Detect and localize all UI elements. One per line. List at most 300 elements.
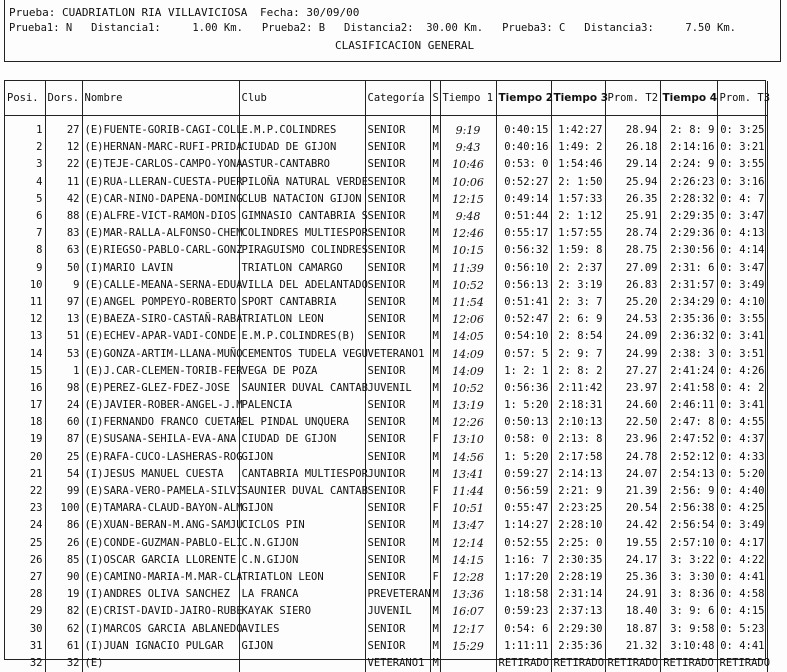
cell-nombre: (E)PEREZ-GLEZ-FDEZ-JOSE	[82, 380, 239, 397]
cell-sexo: F	[430, 431, 440, 448]
table-row	[5, 535, 767, 552]
cell-dors: 63	[45, 242, 82, 259]
col-tiempo1: Tiempo 1	[440, 81, 496, 116]
cell-tiempo2: 0:55:47	[496, 500, 551, 517]
cell-prom-t2: 27.09	[605, 260, 660, 277]
cell-prom-t3: 0: 4:58	[717, 586, 767, 603]
cell-posi: 19	[5, 431, 45, 448]
cell-dors: 42	[45, 191, 82, 208]
cell-posi: 4	[5, 174, 45, 191]
table-row	[5, 397, 767, 414]
cell-prom-t3: 0: 4:26	[717, 363, 767, 380]
table-row	[5, 569, 767, 586]
cell-tiempo4: 2:38: 3	[660, 345, 717, 362]
cell-posi: 30	[5, 620, 45, 637]
cell-tiempo1: 14:56	[440, 449, 496, 466]
cell-dors: 61	[45, 638, 82, 655]
cell-sexo: M	[430, 260, 440, 277]
cell-club: ASTUR-CANTABRO	[239, 156, 365, 173]
cell-nombre: (E)RUA-LLERAN-CUESTA-PUER	[82, 174, 239, 191]
table-row	[5, 500, 767, 517]
table-row	[5, 345, 767, 362]
cell-tiempo3: 2:10:13	[551, 414, 605, 431]
cell-tiempo4: 2:34:29	[660, 294, 717, 311]
cell-prom-t3: 0: 3:47	[717, 208, 767, 225]
cell-posi: 25	[5, 535, 45, 552]
table-header-row	[5, 81, 767, 116]
cell-posi: 10	[5, 277, 45, 294]
cell-club: SAUNIER DUVAL CANTAB	[239, 483, 365, 500]
table-row	[5, 122, 767, 139]
cell-sexo: M	[430, 328, 440, 345]
cell-prom-t3: 0: 4:15	[717, 603, 767, 620]
cell-nombre: (E)TAMARA-CLAUD-BAYON-ALM	[82, 500, 239, 517]
cell-posi: 2	[5, 139, 45, 156]
cell-tiempo3: 2: 3: 7	[551, 294, 605, 311]
cell-tiempo3: 2:37:13	[551, 603, 605, 620]
cell-dors: 87	[45, 431, 82, 448]
cell-tiempo3: 2: 1:12	[551, 208, 605, 225]
cell-nombre: (E)	[82, 655, 239, 672]
cell-sexo: M	[430, 517, 440, 534]
cell-nombre: (I)MARCOS GARCIA ABLANEDO	[82, 620, 239, 637]
cell-categoria: SENIOR	[365, 535, 430, 552]
cell-tiempo4: 2:57:10	[660, 535, 717, 552]
report-header	[4, 0, 781, 62]
cell-nombre: (E)RIEGSO-PABLO-CARL-GONZ	[82, 242, 239, 259]
cell-posi: 15	[5, 363, 45, 380]
cell-sexo: M	[430, 449, 440, 466]
cell-prom-t3: 0: 4:14	[717, 242, 767, 259]
cell-tiempo4: 2:28:32	[660, 191, 717, 208]
cell-sexo: M	[430, 535, 440, 552]
cell-dors: 60	[45, 414, 82, 431]
cell-posi: 17	[5, 397, 45, 414]
cell-tiempo2: 1:18:58	[496, 586, 551, 603]
cell-posi: 8	[5, 242, 45, 259]
cell-posi: 12	[5, 311, 45, 328]
cell-nombre: (E)ECHEV-APAR-VADI-CONDE	[82, 328, 239, 345]
cell-sexo: M	[430, 225, 440, 242]
cell-tiempo1: 10:51	[440, 500, 496, 517]
cell-dors: 62	[45, 620, 82, 637]
cell-prom-t3: 0: 4: 7	[717, 191, 767, 208]
cell-club: PIRAGUISMO COLINDRES	[239, 242, 365, 259]
cell-tiempo2: 0:52:55	[496, 535, 551, 552]
col-nombre: Nombre	[82, 81, 239, 116]
col-tiempo3: Tiempo 3	[551, 81, 605, 116]
cell-prom-t2: 28.94	[605, 122, 660, 139]
table-row	[5, 638, 767, 655]
table-row	[5, 363, 767, 380]
cell-club: PALENCIA	[239, 397, 365, 414]
cell-tiempo2: 0:54:10	[496, 328, 551, 345]
cell-prom-t2: 29.14	[605, 156, 660, 173]
table-row	[5, 156, 767, 173]
cell-tiempo2: 1: 2: 1	[496, 363, 551, 380]
cell-sexo: M	[430, 139, 440, 156]
cell-sexo: M	[430, 363, 440, 380]
cell-club: EL PINDAL UNQUERA	[239, 414, 365, 431]
cell-prom-t3: 0: 5:23	[717, 620, 767, 637]
cell-nombre: (E)ALFRE-VICT-RAMON-DIOS	[82, 208, 239, 225]
cell-tiempo4: 2:31:57	[660, 277, 717, 294]
col-prom-t2: Prom. T2	[605, 81, 660, 116]
cell-tiempo1: 14:05	[440, 328, 496, 345]
cell-prom-t3: 0: 4:41	[717, 569, 767, 586]
table-row	[5, 208, 767, 225]
cell-tiempo4: 3:10:48	[660, 638, 717, 655]
cell-tiempo1: 13:36	[440, 586, 496, 603]
cell-categoria: SENIOR	[365, 242, 430, 259]
cell-prom-t2: 24.17	[605, 552, 660, 569]
cell-prom-t3: 0: 3:55	[717, 156, 767, 173]
cell-tiempo4: 2:29:35	[660, 208, 717, 225]
cell-dors: 9	[45, 277, 82, 294]
cell-categoria: JUVENIL	[365, 380, 430, 397]
cell-posi: 31	[5, 638, 45, 655]
cell-prom-t2: 27.27	[605, 363, 660, 380]
cell-club: KAYAK SIERO	[239, 603, 365, 620]
cell-categoria: SENIOR	[365, 191, 430, 208]
cell-sexo: M	[430, 414, 440, 431]
cell-dors: 83	[45, 225, 82, 242]
cell-club: LA FRANCA	[239, 586, 365, 603]
col-tiempo4: Tiempo 4	[660, 81, 717, 116]
table-row	[5, 620, 767, 637]
cell-tiempo1: 12:14	[440, 535, 496, 552]
cell-posi: 21	[5, 466, 45, 483]
cell-nombre: (E)CALLE-MEANA-SERNA-EDUA	[82, 277, 239, 294]
cell-club: GIMNASIO CANTABRIA S	[239, 208, 365, 225]
cell-dors: 32	[45, 655, 82, 672]
cell-tiempo1: 12:06	[440, 311, 496, 328]
cell-nombre: (E)J.CAR-CLEMEN-TORIB-FER	[82, 363, 239, 380]
cell-tiempo4: 2:30:56	[660, 242, 717, 259]
cell-prom-t3: 0: 4:10	[717, 294, 767, 311]
cell-categoria: SENIOR	[365, 363, 430, 380]
cell-tiempo1: 12:15	[440, 191, 496, 208]
cell-tiempo2: 0:52:47	[496, 311, 551, 328]
cell-tiempo4: 2:52:12	[660, 449, 717, 466]
cell-prom-t2: 24.78	[605, 449, 660, 466]
cell-tiempo3: 2: 6: 9	[551, 311, 605, 328]
cell-dors: 13	[45, 311, 82, 328]
cell-tiempo3: 2: 9: 7	[551, 345, 605, 362]
col-sexo: S	[430, 81, 440, 116]
cell-prom-t3: 0: 3:49	[717, 277, 767, 294]
cell-nombre: (I)ANDRES OLIVA SANCHEZ	[82, 586, 239, 603]
cell-categoria: VETERANO1	[365, 345, 430, 362]
cell-tiempo1: 10:06	[440, 174, 496, 191]
cell-nombre: (E)BAEZA-SIRO-CASTAÑ-RABA	[82, 311, 239, 328]
cell-tiempo1: 16:07	[440, 603, 496, 620]
cell-prom-t3: 0: 5:20	[717, 466, 767, 483]
cell-posi: 20	[5, 449, 45, 466]
cell-nombre: (E)GONZA-ARTIM-LLANA-MUÑO	[82, 345, 239, 362]
cell-tiempo4: 2:14:16	[660, 139, 717, 156]
cell-club: TRIATLON LEON	[239, 569, 365, 586]
cell-categoria: SENIOR	[365, 500, 430, 517]
cell-club: VEGA DE POZA	[239, 363, 365, 380]
cell-prom-t2: RETIRADO	[605, 655, 660, 672]
results-table-frame	[4, 80, 771, 669]
cell-prom-t2: 25.36	[605, 569, 660, 586]
cell-tiempo2: 0:51:44	[496, 208, 551, 225]
cell-sexo: M	[430, 620, 440, 637]
cell-tiempo1: 14:15	[440, 552, 496, 569]
event-date: Fecha: 30/09/00	[260, 6, 360, 19]
cell-tiempo2: 0:58: 0	[496, 431, 551, 448]
table-row	[5, 655, 767, 672]
cell-tiempo2: 1:11:11	[496, 638, 551, 655]
cell-posi: 29	[5, 603, 45, 620]
cell-prom-t2: 24.09	[605, 328, 660, 345]
cell-categoria: SENIOR	[365, 122, 430, 139]
cell-categoria: SENIOR	[365, 431, 430, 448]
cell-sexo: M	[430, 466, 440, 483]
cell-nombre: (E)SARA-VERO-PAMELA-SILVI	[82, 483, 239, 500]
cell-sexo: M	[430, 191, 440, 208]
col-categoria: Categoría	[365, 81, 430, 116]
cell-tiempo3: 1:57:55	[551, 225, 605, 242]
cell-sexo: M	[430, 311, 440, 328]
distances-line: Prueba1: N Distancia1: 1.00 Km. Prueba2: B Distancia2: 30.00 Km. Prueba3: C Distancia3: 7.50 Km.	[9, 22, 736, 34]
table-row	[5, 311, 767, 328]
cell-club: PILOÑA NATURAL VERDE	[239, 174, 365, 191]
cell-sexo: M	[430, 397, 440, 414]
cell-tiempo4: 2:47:52	[660, 431, 717, 448]
table-row	[5, 242, 767, 259]
cell-club	[239, 655, 365, 672]
cell-tiempo4: 2:56: 9	[660, 483, 717, 500]
cell-posi: 18	[5, 414, 45, 431]
cell-tiempo2: 1: 5:20	[496, 397, 551, 414]
cell-posi: 3	[5, 156, 45, 173]
cell-tiempo1: 13:41	[440, 466, 496, 483]
cell-tiempo2: 0:50:13	[496, 414, 551, 431]
cell-prom-t3: 0: 4:40	[717, 483, 767, 500]
cell-posi: 9	[5, 260, 45, 277]
cell-nombre: (E)CAMINO-MARIA-M.MAR-CLA	[82, 569, 239, 586]
cell-tiempo4: 2:26:23	[660, 174, 717, 191]
cell-nombre: (E)FUENTE-GORIB-CAGI-COLL	[82, 122, 239, 139]
cell-categoria: SENIOR	[365, 414, 430, 431]
cell-tiempo4: 2:56:38	[660, 500, 717, 517]
cell-tiempo2: 1:14:27	[496, 517, 551, 534]
cell-dors: 11	[45, 174, 82, 191]
table-row	[5, 260, 767, 277]
cell-dors: 1	[45, 363, 82, 380]
event-name: Prueba: CUADRIATLON RIA VILLAVICIOSA	[9, 6, 248, 19]
col-posi: Posi.	[5, 81, 45, 116]
cell-tiempo2: 0:53: 0	[496, 156, 551, 173]
cell-club: CICLOS PIN	[239, 517, 365, 534]
cell-club: TRIATLON CAMARGO	[239, 260, 365, 277]
cell-tiempo4: 2:41:24	[660, 363, 717, 380]
table-row	[5, 174, 767, 191]
cell-tiempo3: 1:49: 2	[551, 139, 605, 156]
cell-tiempo4: 2:47: 8	[660, 414, 717, 431]
cell-tiempo4: 3: 8:36	[660, 586, 717, 603]
cell-nombre: (E)XUAN-BERAN-M.ANG-SAMJU	[82, 517, 239, 534]
cell-club: E.M.P.COLINDRES(B)	[239, 328, 365, 345]
cell-sexo: F	[430, 569, 440, 586]
cell-categoria: SENIOR	[365, 174, 430, 191]
cell-tiempo2: 1: 5:20	[496, 449, 551, 466]
table-row	[5, 414, 767, 431]
cell-dors: 54	[45, 466, 82, 483]
col-club: Club	[239, 81, 365, 116]
cell-club: AVILES	[239, 620, 365, 637]
cell-dors: 25	[45, 449, 82, 466]
cell-dors: 85	[45, 552, 82, 569]
cell-sexo: M	[430, 208, 440, 225]
cell-tiempo4: 2: 8: 9	[660, 122, 717, 139]
cell-tiempo4: 3: 3:30	[660, 569, 717, 586]
cell-posi: 24	[5, 517, 45, 534]
cell-club: VILLA DEL ADELANTADO	[239, 277, 365, 294]
cell-prom-t2: 23.96	[605, 431, 660, 448]
cell-prom-t2: 25.94	[605, 174, 660, 191]
cell-prom-t3: 0: 4:55	[717, 414, 767, 431]
cell-categoria: SENIOR	[365, 294, 430, 311]
cell-posi: 27	[5, 569, 45, 586]
cell-tiempo3: 1:42:27	[551, 122, 605, 139]
cell-tiempo1: 10:52	[440, 380, 496, 397]
cell-prom-t2: 24.99	[605, 345, 660, 362]
cell-tiempo2: 1:17:20	[496, 569, 551, 586]
cell-tiempo2: 0:57: 5	[496, 345, 551, 362]
cell-prom-t3: 0: 4: 2	[717, 380, 767, 397]
cell-tiempo2: 0:59:23	[496, 603, 551, 620]
cell-tiempo3: 2:28:19	[551, 569, 605, 586]
table-row	[5, 294, 767, 311]
cell-posi: 16	[5, 380, 45, 397]
cell-tiempo4: 3: 3:22	[660, 552, 717, 569]
cell-prom-t2: 22.50	[605, 414, 660, 431]
cell-dors: 19	[45, 586, 82, 603]
cell-tiempo3: 2:29:30	[551, 620, 605, 637]
cell-club: CEMENTOS TUDELA VEGU	[239, 345, 365, 362]
cell-tiempo2: 0:56:13	[496, 277, 551, 294]
cell-club: SAUNIER DUVAL CANTAB	[239, 380, 365, 397]
cell-prom-t3: 0: 3:21	[717, 139, 767, 156]
cell-categoria: SENIOR	[365, 277, 430, 294]
cell-sexo: M	[430, 122, 440, 139]
cell-prom-t2: 25.91	[605, 208, 660, 225]
cell-categoria: JUNIOR	[365, 466, 430, 483]
cell-tiempo3: 2:35:36	[551, 638, 605, 655]
cell-club: TRIATLON LEON	[239, 311, 365, 328]
cell-nombre: (I)MARIO LAVIN	[82, 260, 239, 277]
cell-prom-t3: 0: 3:16	[717, 174, 767, 191]
cell-categoria: SENIOR	[365, 638, 430, 655]
cell-sexo: F	[430, 483, 440, 500]
cell-prom-t2: 25.20	[605, 294, 660, 311]
cell-club: CANTABRIA MULTIESPOR	[239, 466, 365, 483]
cell-tiempo2: 0:52:27	[496, 174, 551, 191]
cell-tiempo4: 2:24: 9	[660, 156, 717, 173]
cell-tiempo4: RETIRADO	[660, 655, 717, 672]
cell-prom-t3: 0: 3:47	[717, 260, 767, 277]
cell-categoria: SENIOR	[365, 449, 430, 466]
cell-dors: 12	[45, 139, 82, 156]
cell-club: E.M.P.COLINDRES	[239, 122, 365, 139]
cell-club: C.N.GIJON	[239, 535, 365, 552]
cell-categoria: SENIOR	[365, 517, 430, 534]
cell-nombre: (E)ANGEL POMPEYO-ROBERTO	[82, 294, 239, 311]
cell-nombre: (I)JESUS MANUEL CUESTA	[82, 466, 239, 483]
table-row	[5, 277, 767, 294]
cell-nombre: (I)JUAN IGNACIO PULGAR	[82, 638, 239, 655]
cell-dors: 82	[45, 603, 82, 620]
cell-tiempo2: 0:54: 6	[496, 620, 551, 637]
cell-categoria: JUVENIL	[365, 603, 430, 620]
cell-prom-t2: 24.91	[605, 586, 660, 603]
cell-prom-t2: 19.55	[605, 535, 660, 552]
cell-tiempo4: 2:36:32	[660, 328, 717, 345]
cell-tiempo1: 10:52	[440, 277, 496, 294]
cell-sexo: F	[430, 500, 440, 517]
cell-tiempo3: 2:31:14	[551, 586, 605, 603]
cell-nombre: (E)HERNAN-MARC-RUFI-PRIDA	[82, 139, 239, 156]
cell-categoria: SENIOR	[365, 156, 430, 173]
cell-tiempo2: 0:51:41	[496, 294, 551, 311]
cell-tiempo4: 2:31: 6	[660, 260, 717, 277]
results-table	[5, 81, 771, 672]
cell-prom-t3: 0: 3:25	[717, 122, 767, 139]
cell-prom-t2: 24.53	[605, 311, 660, 328]
cell-tiempo4: 2:46:11	[660, 397, 717, 414]
cell-nombre: (E)TEJE-CARLOS-CAMPO-YONA	[82, 156, 239, 173]
cell-prom-t2: 26.35	[605, 191, 660, 208]
cell-prom-t2: 26.83	[605, 277, 660, 294]
cell-tiempo2: 0:56:32	[496, 242, 551, 259]
cell-club: GIJON	[239, 638, 365, 655]
cell-categoria: VETERANO1	[365, 655, 430, 672]
table-row	[5, 225, 767, 242]
cell-tiempo1: 11:54	[440, 294, 496, 311]
cell-tiempo2: 0:56:10	[496, 260, 551, 277]
cell-tiempo2: 0:56:36	[496, 380, 551, 397]
cell-tiempo3: 1:59: 8	[551, 242, 605, 259]
cell-tiempo1: 10:15	[440, 242, 496, 259]
table-row	[5, 380, 767, 397]
cell-dors: 22	[45, 156, 82, 173]
cell-categoria: SENIOR	[365, 620, 430, 637]
cell-club: SPORT CANTABRIA	[239, 294, 365, 311]
cell-prom-t2: 21.32	[605, 638, 660, 655]
cell-tiempo2: 0:40:15	[496, 122, 551, 139]
cell-categoria: SENIOR	[365, 397, 430, 414]
cell-dors: 26	[45, 535, 82, 552]
cell-tiempo3: 2:30:35	[551, 552, 605, 569]
cell-dors: 88	[45, 208, 82, 225]
cell-prom-t2: 18.40	[605, 603, 660, 620]
cell-tiempo3: 2: 2:37	[551, 260, 605, 277]
cell-tiempo2: 0:59:27	[496, 466, 551, 483]
cell-posi: 5	[5, 191, 45, 208]
cell-tiempo4: 3: 9: 6	[660, 603, 717, 620]
cell-sexo: M	[430, 638, 440, 655]
cell-posi: 6	[5, 208, 45, 225]
cell-tiempo3: 2: 1:50	[551, 174, 605, 191]
cell-prom-t2: 18.87	[605, 620, 660, 637]
cell-posi: 1	[5, 122, 45, 139]
cell-tiempo2: 0:56:59	[496, 483, 551, 500]
cell-prom-t2: 21.39	[605, 483, 660, 500]
